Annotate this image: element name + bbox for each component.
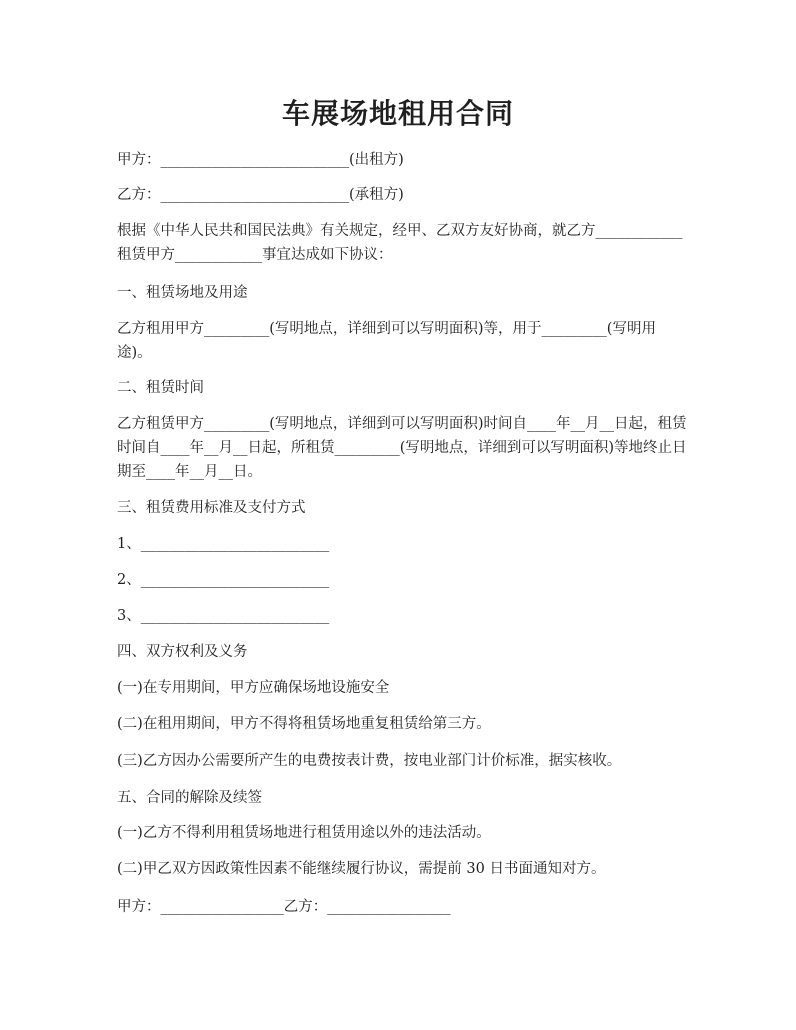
section-3-item-3: 3、__________________________ <box>117 608 330 624</box>
signature-line: 甲方：_________________乙方：_________________ <box>117 899 451 915</box>
section-1-heading: 一、租赁场地及用途 <box>117 285 248 301</box>
section-3-heading: 三、租赁费用标准及支付方式 <box>117 500 306 516</box>
section-4-heading: 四、双方权利及义务 <box>117 644 248 660</box>
intro-paragraph: 根据《中华人民共和国民法典》有关规定，经甲、乙双方友好协商，就乙方____________租赁甲方____________事宜达成如下协议： <box>117 223 683 263</box>
document-title: 车展场地租用合同 <box>281 97 514 130</box>
section-5-item-1: (一)乙方不得利用租赁场地进行租赁用途以外的违法活动。 <box>117 825 491 841</box>
section-1-text: 乙方租用甲方_________(写明地点，详细到可以写明面积)等，用于_________(写明用途)。 <box>117 321 656 361</box>
section-2-text: 乙方租赁甲方_________(写明地点，详细到可以写明面积)时间自____年__月__日起，租赁时间自____年__月__日起，所租赁_________(写明地点，详细到可以写明面积)等地终止日期至____年__月__日。 <box>117 416 687 480</box>
section-5-item-2: (二)甲乙双方因政策性因素不能继续履行协议，需提前 30 日书面通知对方。 <box>117 861 606 877</box>
section-4-item-2: (二)在租用期间，甲方不得将租赁场地重复租赁给第三方。 <box>117 716 491 732</box>
party-a-line: 甲方：__________________________(出租方) <box>117 152 404 168</box>
section-5-heading: 五、合同的解除及续签 <box>117 790 262 806</box>
section-3-item-1: 1、__________________________ <box>117 536 330 552</box>
section-2-heading: 二、租赁时间 <box>117 380 204 396</box>
section-4-item-1: (一)在专用期间，甲方应确保场地设施安全 <box>117 680 390 696</box>
section-4-item-3: (三)乙方因办公需要所产生的电费按表计费，按电业部门计价标准，据实核收。 <box>117 753 622 769</box>
party-b-line: 乙方：__________________________(承租方) <box>117 187 404 203</box>
section-3-item-2: 2、__________________________ <box>117 572 330 588</box>
